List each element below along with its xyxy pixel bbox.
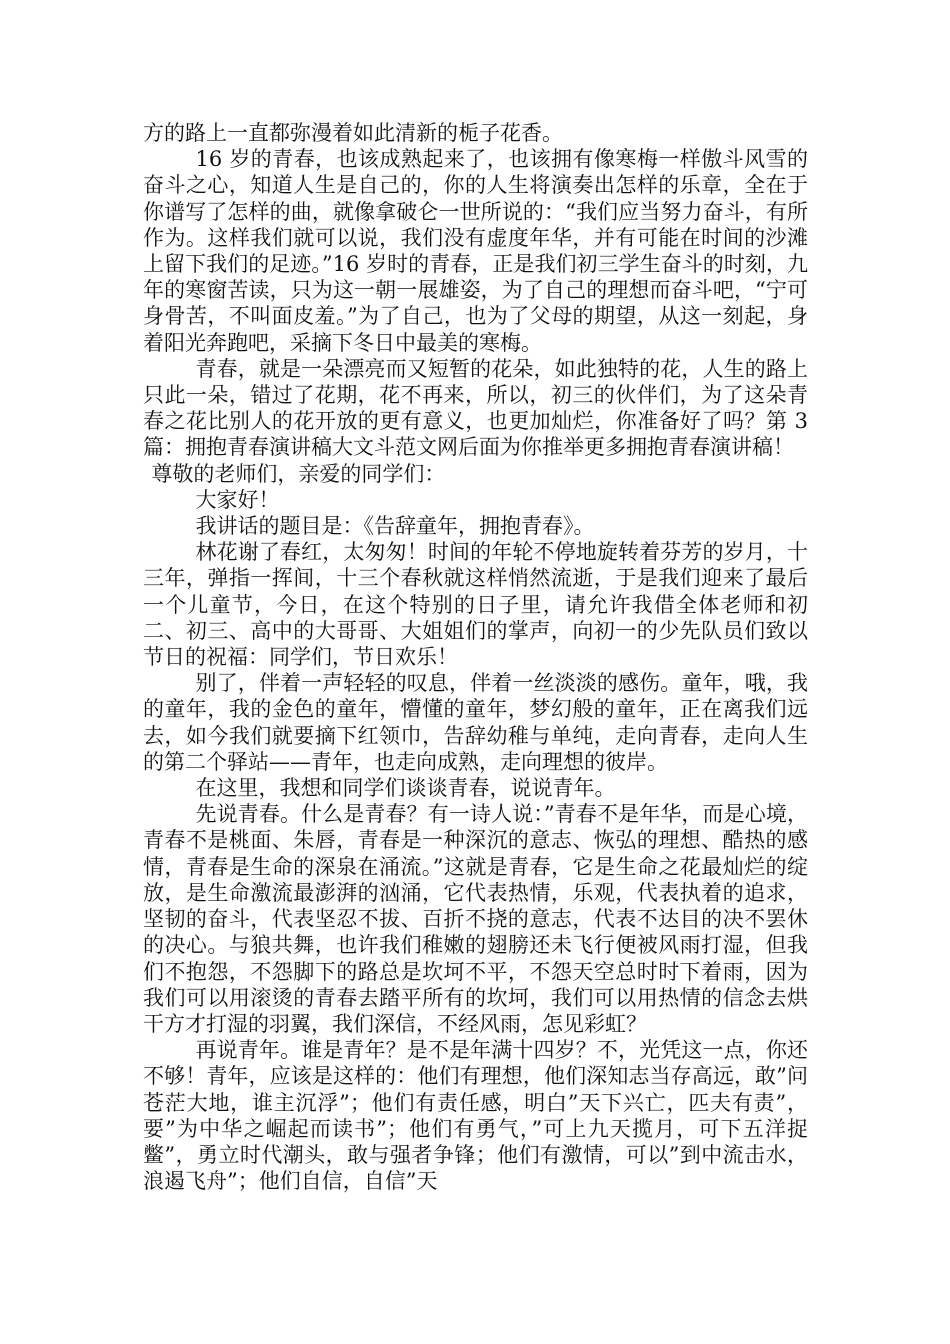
- paragraph-what-is-youth: 先说青春。什么是青春？有一诗人说：”青春不是年华，而是心境，青春不是桃面、朱唇，青春是一种深沉的意志、恢弘的理想、酷热的感情，青春是生命的深泉在涌流。”这就是青春，它是生命之花最灿烂的绽放，是生命激流最澎湃的汹涌，它代表热情，乐观，代表执着的追求，坚韧的奋斗，代表坚忍不拔、百折不挠的意志，代表不达目的决不罢休的决心。与狼共舞，也许我们稚嫩的翅膀还未飞行便被风雨打湿，但我们不抱怨，不怨脚下的路总是坎坷不平，不怨天空总时时下着雨，因为我们可以用滚烫的青春去踏平所有的坎坷，我们可以用热情的信念去烘干方才打湿的羽翼，我们深信，不经风雨，怎见彩虹？: [143, 802, 808, 1036]
- paragraph-greeting: 大家好！: [195, 487, 280, 512]
- paragraph-youth-16: 16 岁的青春，也该成熟起来了，也该拥有像寒梅一样傲斗风雪的奋斗之心，知道人生是自己的，你的人生将演奏出怎样的乐章，全在于你谱写了怎样的曲，就像拿破仑一世所说的：“我们应当努力奋斗，有所作为。这样我们就可以说，我们没有虚度年华，并有可能在时间的沙滩上留下我们的足迹。”16 岁时的青春，正是我们初三学生奋斗的时刻，九年的寒窗苦读，只为这一朝一展雄姿，为了自己的理想而奋斗吧，“宁可身骨苦，不叫面皮羞。”为了自己，也为了父母的期望，从这一刻起，身着阳光奔跑吧，采摘下冬日中最美的寒梅。: [143, 147, 808, 355]
- document-page: [143, 120, 808, 1194]
- paragraph-salutation: 尊敬的老师们，亲爱的同学们：: [151, 461, 446, 486]
- paragraph-farewell-childhood: 别了，伴着一声轻轻的叹息，伴着一丝淡淡的感伤。童年，哦，我的童年，我的金色的童年，懵懂的童年，梦幻般的童年，正在离我们远去，如今我们就要摘下红领巾，告辞幼稚与单纯，走向青春，走向人生的第二个驿站——青年，也走向成熟，走向理想的彼岸。: [143, 671, 808, 774]
- paragraph-continuation: 方的路上一直都弥漫着如此清新的栀子花香。: [143, 121, 563, 145]
- paragraph-who-is-young: 再说青年。谁是青年？是不是年满十四岁？不，光凭这一点，你还不够！青年，应该是这样的：他们有理想，他们深知志当存高远，敢”问苍茫大地，谁主沉浮”；他们有责任感，明白”天下兴亡，匹夫有责”，要”为中华之崛起而读书”；他们有勇气，”可上九天揽月，可下五洋捉鳖”，勇立时代潮头，敢与强者争锋；他们有激情，可以”到中流击水，浪遏飞舟”；他们自信，自信”天: [143, 1038, 808, 1194]
- paragraph-topic: 我讲话的题目是：《告辞童年，拥抱青春》。: [195, 514, 595, 539]
- paragraph-childrens-day: 林花谢了春红，太匆匆！时间的年轮不停地旋转着芬芳的岁月，十三年，弹指一挥间，十三个春秋就这样悄然流逝，于是我们迎来了最后一个儿童节，今日，在这个特别的日子里，请允许我借全体老师和初二、初三、高中的大哥哥、大姐姐们的掌声，向初一的少先队员们致以节日的祝福：同学们，节日欢乐！: [143, 540, 808, 670]
- paragraph-talk-intro: 在这里，我想和同学们谈谈青春，说说青年。: [195, 776, 616, 801]
- paragraph-youth-flower: 青春，就是一朵漂亮而又短暂的花朵，如此独特的花，人生的路上只此一朵，错过了花期，花不再来，所以，初三的伙伴们，为了这朵青春之花比别人的花开放的更有意义，也更加灿烂，你准备好了吗？第 3 篇：拥抱青春演讲稿大文斗范文网后面为你推举更多拥抱青春演讲稿！: [143, 356, 808, 460]
